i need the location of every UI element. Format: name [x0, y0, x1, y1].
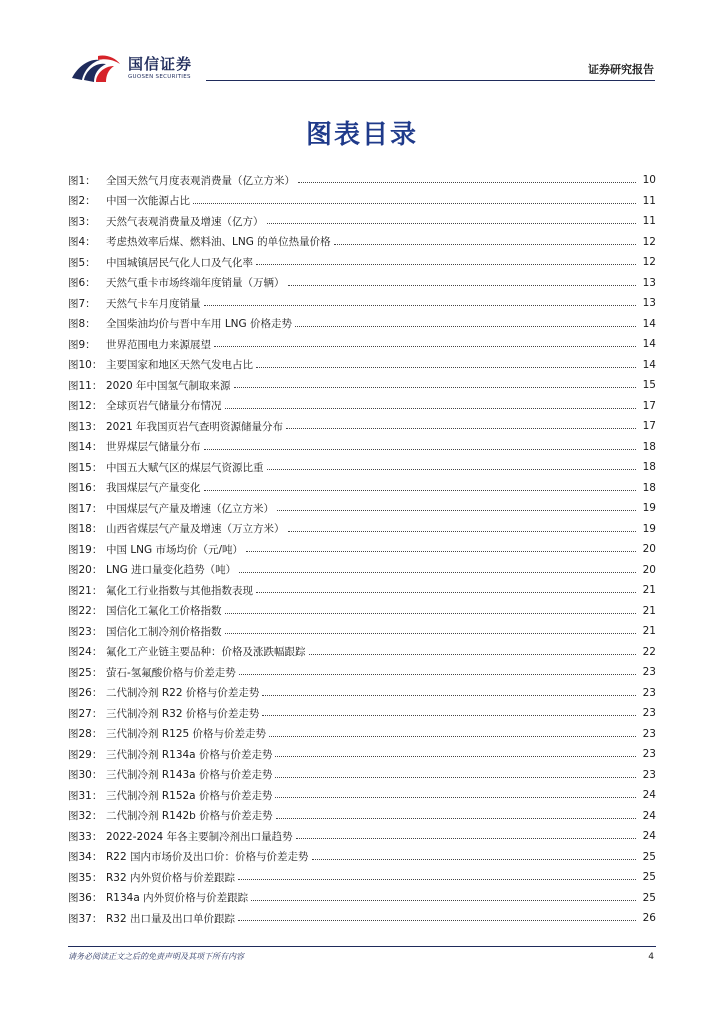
toc-entry[interactable]: [68, 642, 656, 663]
toc-figure-title: 山西省煤层气产量及增速（万立方米）: [106, 523, 285, 536]
toc-figure-title: 三代制冷剂 R134a 价格与价差走势: [106, 748, 273, 761]
toc-dot-leader: [251, 900, 636, 901]
toc-dot-leader: [275, 756, 636, 757]
toc-dot-leader: [238, 879, 636, 880]
toc-figure-number: 图8：: [68, 318, 96, 331]
toc-figure-title: 天然气重卡市场终端年度销量（万辆）: [106, 277, 285, 290]
toc-page-number: 23: [642, 666, 656, 679]
toc-page-number: 24: [642, 809, 656, 822]
toc-figure-title: 考虑热效率后煤、燃料油、LNG 的单位热量价格: [106, 236, 331, 249]
page-header: [0, 0, 724, 90]
toc-dot-leader: [309, 654, 637, 655]
toc-figure-number: 图37：: [68, 912, 103, 925]
toc-dot-leader: [204, 449, 637, 450]
toc-entry[interactable]: [68, 867, 656, 888]
toc-page-number: 22: [642, 645, 656, 658]
toc-figure-number: 图3：: [68, 215, 96, 228]
toc-entry[interactable]: [68, 744, 656, 765]
toc-dot-leader: [267, 223, 637, 224]
toc-figure-number: 图14：: [68, 441, 103, 454]
toc-figure-number: 图7：: [68, 297, 96, 310]
toc-entry[interactable]: [68, 498, 656, 519]
toc-page-number: 10: [642, 174, 656, 187]
toc-entry[interactable]: [68, 806, 656, 827]
toc-figure-title: 2020 年中国氢气制取来源: [106, 379, 231, 392]
toc-dot-leader: [204, 305, 637, 306]
toc-page-number: 18: [642, 461, 656, 474]
toc-entry[interactable]: [68, 847, 656, 868]
toc-entry[interactable]: [68, 908, 656, 929]
toc-figure-title: LNG 进口量变化趋势（吨）: [106, 564, 237, 577]
header-divider: [206, 80, 655, 81]
toc-page-number: 19: [642, 522, 656, 535]
toc-entry[interactable]: [68, 683, 656, 704]
toc-figure-title: 天然气卡车月度销量: [106, 297, 201, 310]
toc-figure-number: 图19：: [68, 543, 103, 556]
toc-figure-number: 图12：: [68, 400, 103, 413]
toc-entry[interactable]: [68, 724, 656, 745]
toc-figure-title: 二代制冷剂 R22 价格与价差走势: [106, 687, 260, 700]
toc-page-number: 21: [642, 604, 656, 617]
toc-figure-title: 中国 LNG 市场均价（元/吨）: [106, 543, 244, 556]
toc-dot-leader: [277, 510, 636, 511]
figure-toc-list: [68, 170, 656, 929]
toc-figure-number: 图34：: [68, 851, 103, 864]
toc-figure-title: 国信化工氟化工价格指数: [106, 605, 222, 618]
toc-page-number: 26: [642, 912, 656, 925]
toc-figure-number: 图28：: [68, 728, 103, 741]
toc-page-number: 11: [642, 215, 656, 228]
toc-page-number: 11: [642, 194, 656, 207]
toc-figure-number: 图24：: [68, 646, 103, 659]
toc-figure-number: 图4：: [68, 236, 96, 249]
toc-figure-number: 图16：: [68, 482, 103, 495]
toc-dot-leader: [234, 387, 636, 388]
toc-dot-leader: [267, 469, 637, 470]
toc-page-number: 21: [642, 625, 656, 638]
toc-entry[interactable]: [68, 314, 656, 335]
company-logo: [70, 52, 192, 84]
toc-entry[interactable]: [68, 662, 656, 683]
toc-dot-leader: [256, 592, 636, 593]
toc-dot-leader: [204, 490, 637, 491]
toc-dot-leader: [295, 326, 636, 327]
toc-figure-title: 国信化工制冷剂价格指数: [106, 625, 222, 638]
toc-figure-number: 图15：: [68, 461, 103, 474]
toc-figure-number: 图22：: [68, 605, 103, 618]
toc-dot-leader: [239, 674, 636, 675]
toc-entry[interactable]: [68, 437, 656, 458]
toc-figure-number: 图1：: [68, 174, 96, 187]
toc-dot-leader: [239, 572, 636, 573]
toc-entry[interactable]: [68, 621, 656, 642]
toc-dot-leader: [246, 551, 636, 552]
toc-figure-number: 图17：: [68, 502, 103, 515]
toc-entry[interactable]: [68, 888, 656, 909]
toc-dot-leader: [288, 531, 637, 532]
toc-figure-number: 图10：: [68, 359, 103, 372]
toc-entry[interactable]: [68, 232, 656, 253]
toc-figure-title: 天然气表观消费量及增速（亿方）: [106, 215, 264, 228]
toc-page-number: 23: [642, 707, 656, 720]
disclaimer-text: 请务必阅读正文之后的免责声明及其项下所有内容: [68, 952, 244, 961]
toc-page-number: 17: [642, 399, 656, 412]
toc-figure-title: 中国五大赋气区的煤层气资源比重: [106, 461, 264, 474]
toc-figure-title: 二代制冷剂 R142b 价格与价差走势: [106, 810, 273, 823]
toc-entry[interactable]: [68, 170, 656, 191]
toc-page-number: 23: [642, 686, 656, 699]
toc-entry[interactable]: [68, 273, 656, 294]
toc-figure-title: 中国一次能源占比: [106, 195, 190, 208]
toc-figure-title: 全国柴油均价与晋中车用 LNG 价格走势: [106, 318, 293, 331]
toc-dot-leader: [238, 920, 636, 921]
toc-dot-leader: [225, 633, 637, 634]
toc-figure-number: 图20：: [68, 564, 103, 577]
toc-dot-leader: [276, 818, 636, 819]
toc-figure-title: 我国煤层气产量变化: [106, 482, 201, 495]
toc-dot-leader: [269, 736, 636, 737]
toc-figure-number: 图18：: [68, 523, 103, 536]
toc-page-number: 13: [642, 276, 656, 289]
toc-page-number: 25: [642, 891, 656, 904]
toc-dot-leader: [256, 367, 636, 368]
toc-figure-title: 三代制冷剂 R152a 价格与价差走势: [106, 789, 273, 802]
toc-page-number: 14: [642, 338, 656, 351]
toc-page-number: 17: [642, 420, 656, 433]
toc-page-number: 23: [642, 768, 656, 781]
toc-figure-number: 图9：: [68, 338, 96, 351]
toc-figure-number: 图23：: [68, 625, 103, 638]
toc-entry[interactable]: [68, 539, 656, 560]
toc-entry[interactable]: [68, 478, 656, 499]
toc-figure-title: R32 内外贸价格与价差跟踪: [106, 871, 235, 884]
toc-figure-number: 图25：: [68, 666, 103, 679]
toc-entry[interactable]: [68, 252, 656, 273]
footer-divider: [68, 946, 656, 947]
toc-dot-leader: [298, 182, 636, 183]
toc-dot-leader: [275, 797, 636, 798]
toc-entry[interactable]: [68, 191, 656, 212]
toc-page-number: 18: [642, 481, 656, 494]
toc-page-number: 20: [642, 543, 656, 556]
toc-page-number: 18: [642, 440, 656, 453]
toc-figure-title: 中国煤层气产量及增速（亿立方米）: [106, 502, 274, 515]
report-type-label: 证券研究报告: [588, 63, 654, 76]
toc-page-number: 24: [642, 830, 656, 843]
toc-figure-number: 图31：: [68, 789, 103, 802]
toc-page-number: 25: [642, 871, 656, 884]
toc-page-number: 20: [642, 563, 656, 576]
toc-entry[interactable]: [68, 765, 656, 786]
toc-dot-leader: [275, 777, 636, 778]
toc-figure-number: 图30：: [68, 769, 103, 782]
toc-figure-title: 全球页岩气储量分布情况: [106, 400, 222, 413]
toc-dot-leader: [256, 264, 636, 265]
toc-figure-title: 全国天然气月度表观消费量（亿立方米）: [106, 174, 295, 187]
toc-figure-number: 图33：: [68, 830, 103, 843]
toc-figure-title: R134a 内外贸价格与价差跟踪: [106, 892, 249, 905]
toc-dot-leader: [193, 203, 636, 204]
toc-figure-title: 氟化工行业指数与其他指数表现: [106, 584, 253, 597]
toc-entry[interactable]: [68, 334, 656, 355]
toc-figure-number: 图5：: [68, 256, 96, 269]
toc-page-number: 14: [642, 358, 656, 371]
toc-entry[interactable]: [68, 355, 656, 376]
toc-figure-number: 图32：: [68, 810, 103, 823]
toc-entry[interactable]: [68, 826, 656, 847]
toc-figure-title: 主要国家和地区天然气发电占比: [106, 359, 253, 372]
toc-figure-title: 中国城镇居民气化人口及气化率: [106, 256, 253, 269]
toc-page-number: 13: [642, 297, 656, 310]
page-title: 图表目录: [305, 120, 418, 150]
toc-figure-number: 图36：: [68, 892, 103, 905]
toc-figure-title: 三代制冷剂 R143a 价格与价差走势: [106, 769, 273, 782]
page-number: 4: [648, 952, 654, 962]
toc-page-number: 12: [642, 235, 656, 248]
toc-figure-title: 氟化工产业链主要品种：价格及涨跌幅跟踪: [106, 646, 306, 659]
toc-entry[interactable]: [68, 211, 656, 232]
toc-entry[interactable]: [68, 560, 656, 581]
toc-figure-title: R32 出口量及出口单价跟踪: [106, 912, 235, 925]
toc-entry[interactable]: [68, 375, 656, 396]
toc-entry[interactable]: [68, 416, 656, 437]
toc-figure-number: 图2：: [68, 195, 96, 208]
toc-page-number: 14: [642, 317, 656, 330]
toc-dot-leader: [262, 715, 636, 716]
logo-cn-text: 国信证券: [128, 54, 193, 73]
toc-page-number: 19: [642, 502, 656, 515]
toc-dot-leader: [296, 838, 636, 839]
toc-figure-title: 2022-2024 年各主要制冷剂出口量趋势: [106, 830, 293, 843]
toc-figure-number: 图6：: [68, 277, 96, 290]
toc-figure-number: 图29：: [68, 748, 103, 761]
toc-figure-title: 2021 年我国页岩气查明资源储量分布: [106, 420, 284, 433]
toc-figure-title: 三代制冷剂 R125 价格与价差走势: [106, 728, 267, 741]
toc-figure-number: 图26：: [68, 687, 103, 700]
toc-dot-leader: [334, 244, 636, 245]
toc-dot-leader: [225, 408, 637, 409]
toc-entry[interactable]: [68, 519, 656, 540]
logo-en-text: GUOSEN SECURITIES: [128, 73, 191, 80]
toc-entry[interactable]: [68, 601, 656, 622]
toc-figure-title: 世界范围电力来源展望: [106, 338, 211, 351]
toc-figure-number: 图21：: [68, 584, 103, 597]
toc-page-number: 23: [642, 727, 656, 740]
toc-page-number: 24: [642, 789, 656, 802]
toc-dot-leader: [214, 346, 636, 347]
toc-page-number: 21: [642, 584, 656, 597]
toc-dot-leader: [262, 695, 636, 696]
toc-figure-title: 萤石-氢氟酸价格与价差走势: [106, 666, 236, 679]
toc-entry[interactable]: [68, 703, 656, 724]
toc-entry[interactable]: [68, 293, 656, 314]
toc-entry[interactable]: [68, 396, 656, 417]
toc-figure-number: 图13：: [68, 420, 103, 433]
toc-figure-title: 世界煤层气储量分布: [106, 441, 201, 454]
toc-dot-leader: [288, 285, 637, 286]
toc-figure-number: 图11：: [68, 379, 103, 392]
toc-page-number: 15: [642, 379, 656, 392]
toc-figure-number: 图27：: [68, 707, 103, 720]
toc-entry[interactable]: [68, 457, 656, 478]
toc-entry[interactable]: [68, 580, 656, 601]
toc-page-number: 23: [642, 748, 656, 761]
toc-figure-title: R22 国内市场价及出口价：价格与价差走势: [106, 851, 309, 864]
toc-figure-title: 三代制冷剂 R32 价格与价差走势: [106, 707, 260, 720]
toc-dot-leader: [312, 859, 637, 860]
toc-entry[interactable]: [68, 785, 656, 806]
toc-page-number: 12: [642, 256, 656, 269]
toc-dot-leader: [225, 613, 637, 614]
guosen-logo-icon: [70, 52, 124, 84]
toc-figure-number: 图35：: [68, 871, 103, 884]
toc-dot-leader: [286, 428, 636, 429]
toc-page-number: 25: [642, 850, 656, 863]
